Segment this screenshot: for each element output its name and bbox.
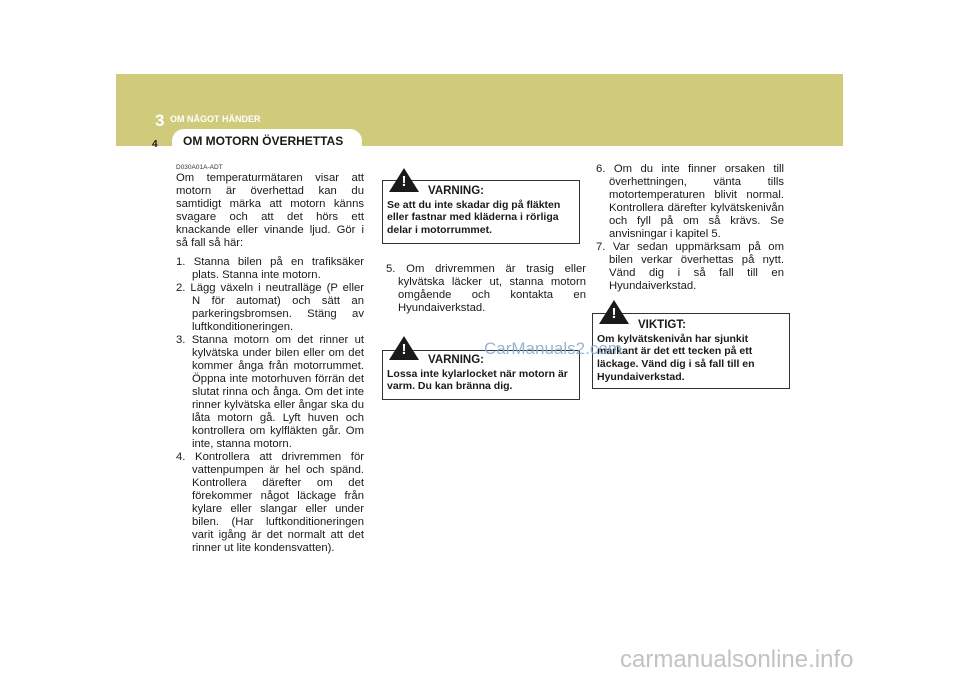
warning-body: Lossa inte kylarlocket när motorn är varm. Du kan bränna dig.: [387, 367, 568, 393]
right-column: [596, 163, 784, 293]
section-title: OM MOTORN ÖVERHETTAS: [183, 134, 344, 148]
left-column: [176, 164, 364, 555]
watermark-bottom: carmanualsonline.info: [620, 646, 854, 673]
steps-list-right: [596, 163, 784, 293]
chapter-title: OM NÅGOT HÄNDER: [170, 114, 261, 124]
chapter-number: 3: [155, 111, 165, 130]
list-item: 7. Var sedan uppmärksam på om bilen verkar överhettas på nytt. Vänd dig i så fall till en Hyundaiverkstad.: [596, 240, 784, 292]
warning-body: Se att du inte skadar dig på fläkten eller fastnar med kläderna i rörliga delar i motorrummet.: [387, 198, 561, 236]
warning-title: VARNING:: [428, 185, 485, 197]
important-body: Om kylvätskenivån har sjunkit markant är det ett tecken på ett läckage. Vänd dig i så fall till en Hyundaiverkstad.: [597, 332, 755, 383]
steps-list-left: [176, 256, 364, 555]
list-item: 6. Om du inte finner orsaken till överhettningen, vänta tills motortemperaturen blivit normal. Kontrollera därefter kylvätskenivån och fyll på om så krävs. Se anvisningar i kapitel 5.: [596, 163, 784, 240]
warning-mark: !: [401, 341, 407, 358]
list-item: 1. Stanna bilen på en trafiksäker plats. Stanna inte motorn.: [176, 255, 364, 281]
intro-paragraph: Om temperaturmätaren visar att motorn är överhettad kan du samtidigt märka att motorn känns svagare och att det hörs ett knackande eller vinande ljud. Gör i så fall så här:: [176, 172, 364, 249]
list-item: 2. Lägg växeln i neutralläge (P eller N för automat) och sätt an parkeringsbromsen. Stäng av luftkonditioneringen.: [176, 281, 364, 333]
step-5: 5. Om drivremmen är trasig eller kylvätska läcker ut, stanna motorn omgående och kontakta en Hyundaiverkstad.: [386, 263, 586, 314]
important-title: VIKTIGT:: [638, 319, 686, 331]
watermark-mid: CarManuals2.com: [484, 339, 622, 358]
page-number: 4: [152, 139, 158, 150]
list-item: 3. Stanna motorn om det rinner ut kylvätska under bilen eller om det kommer ånga från motorrummet. Öppna inte motorhuven förrän det slutat rinna och ånga. Om det inte rinner kylvätska eller ångar ska du låta motorn gå. Lyft huven och kontrollera om kylfläkten går. Om inte, stanna motorn.: [176, 333, 364, 450]
document-code: D030A01A-ADT: [176, 164, 223, 171]
warning-mark: !: [401, 173, 407, 190]
warning-mark: !: [611, 305, 617, 322]
warning-title: VARNING:: [428, 354, 485, 366]
list-item: 4. Kontrollera att drivremmen för vattenpumpen är hel och spänd. Kontrollera därefter om det förekommer något läckage från kylare eller slangar eller under bilen. (Har luftkonditioneringen varit igång är det normalt att det rinner ut lite kondensvatten).: [176, 450, 364, 554]
